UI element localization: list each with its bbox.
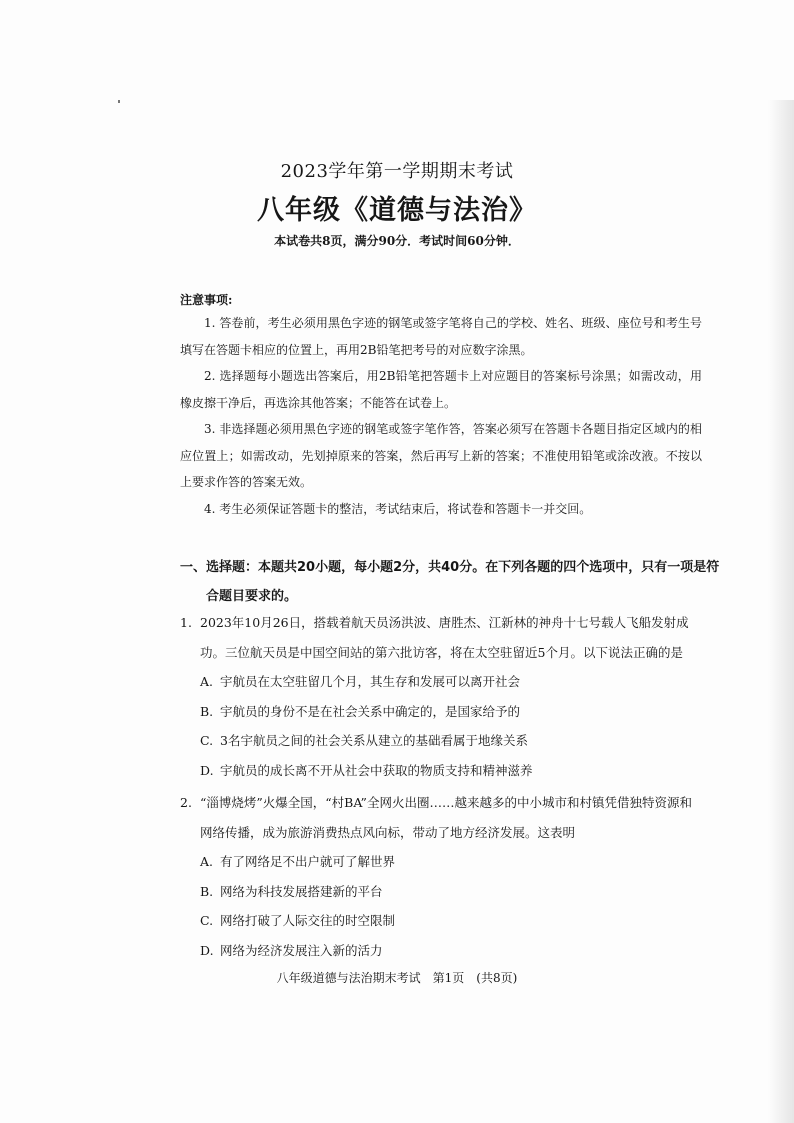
option-text: 宇航员的成长离不开从社会中获取的物质支持和精神滋养 xyxy=(220,762,533,778)
exam-info: 本试卷共8页，满分90分．考试时间60分钟． xyxy=(274,234,520,248)
option-c xyxy=(180,726,704,756)
option-text: 网络打破了人际交往的时空限制 xyxy=(220,913,396,928)
option-b xyxy=(180,877,704,907)
question-number: 2. xyxy=(180,795,192,810)
option-text: 宇航员在太空驻留几个月，其生存和发展可以离开社会 xyxy=(220,674,521,689)
option-b xyxy=(180,697,704,727)
option-letter: C. xyxy=(200,913,214,928)
option-text: 网络为经济发展注入新的活力 xyxy=(220,942,383,958)
option-text: 3名宇航员之间的社会关系从建立的基础看属于地缘关系 xyxy=(220,733,528,748)
subject-title: 八年级《道德与法治》 xyxy=(257,195,537,226)
notice-heading: 注意事项: xyxy=(180,293,233,307)
question-stem xyxy=(180,608,704,667)
option-letter: B. xyxy=(200,883,214,899)
scan-speck xyxy=(118,100,120,103)
option-letter: B. xyxy=(200,703,214,719)
option-c xyxy=(180,906,704,936)
option-letter: D. xyxy=(200,762,214,778)
question-number: 1. xyxy=(180,615,192,630)
question-stem xyxy=(180,788,704,847)
option-d xyxy=(180,756,704,786)
option-text: 网络为科技发展搭建新的平台 xyxy=(220,883,383,899)
exam-title: 2023学年第一学期期末考试 xyxy=(280,161,514,182)
option-d xyxy=(180,936,704,966)
notice-list xyxy=(180,310,702,522)
notice-item-1: 1. 答卷前，考生必须用黑色字迹的钢笔或签字笔将自己的学校、姓名、班级、座位号和考生号填写在答题卡相应的位置上，再用2B铅笔把考号的对应数字涂黑。 xyxy=(180,316,702,357)
notice-item-3: 3. 非选择题必须用黑色字迹的钢笔或签字笔作答，答案必须写在答题卡各题目指定区域内的相应位置上；如需改动，先划掉原来的答案，然后再写上新的答案；不准使用铅笔或涂改液。不按以上要求作答的答案无效。 xyxy=(180,422,702,489)
option-text: 有了网络足不出户就可了解世界 xyxy=(220,854,396,869)
option-a xyxy=(180,847,704,877)
option-letter: A. xyxy=(200,674,214,689)
question-text: 2023年10月26日，搭载着航天员汤洪波、唐胜杰、江新林的神舟十七号载人飞船发射成功。三位航天员是中国空间站的第六批访客，将在太空驻留近5个月。以下说法正确的是 xyxy=(200,615,689,660)
question-1 xyxy=(180,608,704,785)
question-text: “淄博烧烤”火爆全国，“村BA”全网火出圈……越来越多的中小城市和村镇凭借独特资源和网络传播，成为旅游消费热点风向标，带动了地方经济发展。这表明 xyxy=(200,795,692,840)
option-letter: A. xyxy=(200,854,214,869)
option-a xyxy=(180,667,704,697)
notice-item-2: 2. 选择题每小题选出答案后，用2B铅笔把答题卡上对应题目的答案标号涂黑；如需改动，用橡皮擦干净后，再选涂其他答案；不能答在试卷上。 xyxy=(180,369,702,410)
question-2 xyxy=(180,788,704,965)
option-letter: D. xyxy=(200,942,214,958)
option-text: 宇航员的身份不是在社会关系中确定的，是国家给予的 xyxy=(220,703,521,719)
page-footer: 八年级道德与法治期末考试 第1页 (共8页) xyxy=(276,971,518,985)
option-letter: C. xyxy=(200,733,214,748)
notice-item-4: 4. 考生必须保证答题卡的整洁，考试结束后，将试卷和答题卡一并交回。 xyxy=(204,501,592,516)
section-heading: 一、选择题：本题共20小题，每小题2分，共40分。在下列各题的四个选项中，只有一项是符合题目要求的。 xyxy=(180,560,720,604)
